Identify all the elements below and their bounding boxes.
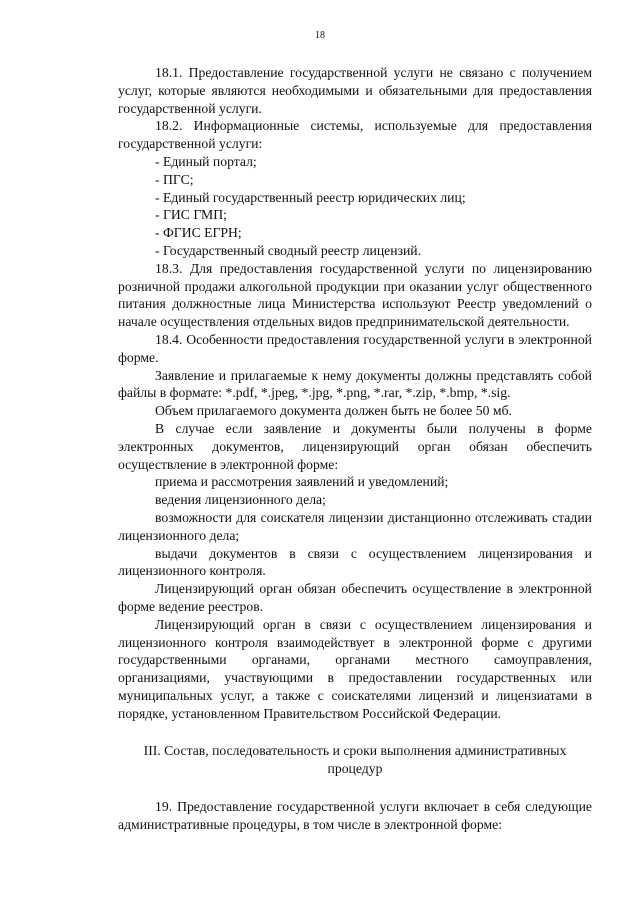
electronic-item: приема и рассмотрения заявлений и уведомлений;	[155, 474, 449, 490]
paragraph-18-4: 18.4. Особенности предоставления государственной услуги в электронной форме.	[118, 331, 592, 365]
paragraph-18-2: 18.2. Информационные системы, используемые для предоставления государственной услуги:	[118, 118, 592, 152]
system-item: - Единый государственный реестр юридических лиц;	[155, 189, 466, 205]
paragraph-19: 19. Предоставление государственной услуги включает в себя следующие административные процедуры, в том числе в электронной форме:	[118, 799, 592, 832]
electronic-item: ведения лицензионного дела;	[155, 492, 326, 508]
paragraph-interaction: Лицензирующий орган в связи с осуществлением лицензирования и лицензионного контроля взаимодействует в электронной форме с другими государственными органами, органами местного самоуправления, организациями, участвующими в предоставлении государственных или муниципальных услуг, а также с соискателями лицензий и лицензиатами в порядке, установленном Правительством Российской Федерации.	[118, 616, 592, 721]
system-item: - ФГИС ЕГРН;	[155, 225, 242, 241]
paragraph-file-size: Объем прилагаемого документа должен быть не более 50 мб.	[155, 403, 512, 419]
system-item: - Государственный сводный реестр лицензий.	[155, 242, 422, 258]
paragraph-file-formats: Заявление и прилагаемые к нему документы должны представлять собой файлы в формате: *.pdf, *.jpeg, *.jpg, *.png, *.rar, *.zip, *.bmp, *.sig.	[118, 367, 592, 401]
system-item: - Единый портал;	[155, 153, 257, 169]
document-body	[118, 64, 592, 834]
system-item: - ПГС;	[155, 171, 194, 187]
section-heading: III. Состав, последовательность и сроки выполнения административных процедур	[143, 743, 567, 777]
paragraph-electronic-case: В случае если заявление и документы были получены в форме электронных документов, лицензирующий орган обязан обеспечить осуществление в электронной форме:	[118, 420, 592, 472]
paragraph-18-3: 18.3. Для предоставления государственной услуги по лицензированию розничной продажи алкогольной продукции при оказании услуг общественного питания должностные лица Министерства используют Реестр уведомлений о начале осуществления отдельных видов предпринимательской деятельности.	[118, 260, 592, 330]
electronic-item: возможности для соискателя лицензии дистанционно отслеживать стадии лицензионного дела;	[118, 509, 592, 543]
paragraph-registry: Лицензирующий орган обязан обеспечить осуществление в электронной форме ведение реестров.	[118, 581, 592, 614]
page-number: 18	[315, 30, 325, 41]
system-item: - ГИС ГМП;	[155, 207, 227, 223]
electronic-item: выдачи документов в связи с осуществлением лицензирования и лицензионного контроля.	[118, 545, 592, 579]
paragraph-18-1: 18.1. Предоставление государственной услуги не связано с получением услуг, которые являются необходимыми и обязательными для предоставления государственной услуги.	[118, 65, 592, 116]
